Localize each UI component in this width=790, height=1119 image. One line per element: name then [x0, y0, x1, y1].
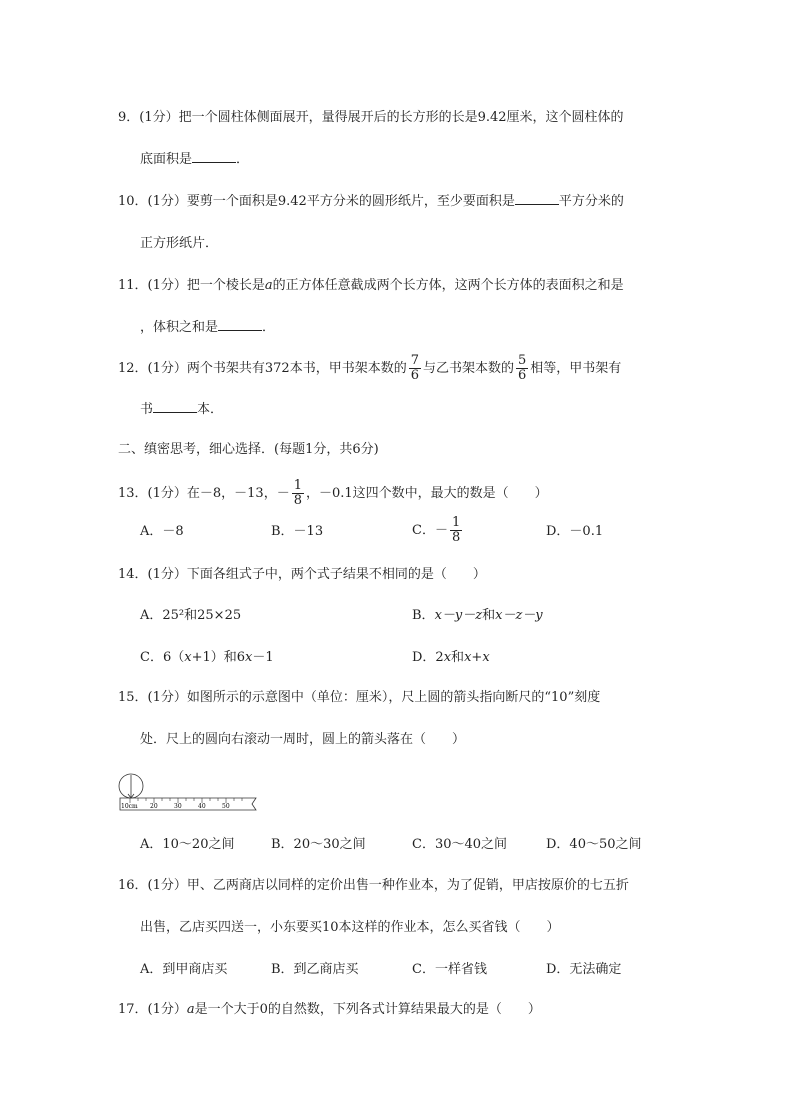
q16-text: 16．(1分）甲、乙两商店以同样的定价出售一种作业本，为了促销，甲店按原价的七五折 [118, 878, 629, 893]
option-text: C．6（ [140, 650, 185, 665]
q17-text: 17．(1分） [118, 1002, 187, 1017]
q15-line1 [118, 688, 600, 708]
q10-line2 [140, 234, 218, 254]
numerator: 7 [410, 353, 419, 368]
option-text: A．10～20之间 [140, 837, 235, 852]
ruler-label: 50 [222, 803, 230, 810]
ruler-label: 20 [150, 803, 158, 810]
q11-line1 [118, 276, 624, 296]
denominator: 8 [451, 530, 461, 545]
option-text: D．－0.1 [546, 524, 604, 539]
option-d[interactable] [412, 648, 490, 668]
q17-stem [118, 1000, 541, 1020]
option-text: B． [412, 608, 435, 623]
option-text: 和 [482, 608, 496, 623]
q11-line2 [140, 318, 275, 338]
option-text: C．30～40之间 [412, 837, 508, 852]
option-b[interactable] [271, 522, 323, 542]
q9-line1 [118, 108, 624, 128]
q12-line1 [118, 354, 621, 383]
option-text: A．到甲商店买 [140, 962, 228, 977]
ruler-label: 40 [198, 803, 206, 810]
q13-text-2: ，－0.1这四个数中，最大的数是（ ） [305, 486, 548, 501]
option-a[interactable] [140, 522, 184, 542]
answer-blank[interactable] [218, 318, 262, 331]
variable-x: x [464, 650, 472, 665]
q13-stem [118, 479, 548, 508]
option-text: －1 [252, 650, 274, 665]
denominator: 6 [518, 368, 527, 383]
variable-a: a [186, 1002, 195, 1017]
q16-line2 [140, 918, 560, 938]
answer-blank[interactable] [192, 150, 236, 163]
q9-text: 9．(1分）把一个圆柱体侧面展开，量得展开后的长方形的长是9.42厘米，这个圆柱体的 [118, 110, 624, 125]
option-text: B．20～30之间 [271, 837, 366, 852]
q10-text-3: 正方形纸片． [140, 236, 219, 251]
q9-line2 [140, 150, 249, 170]
q11-text-3: ，体积之和是 [140, 320, 219, 335]
variable-x: x [245, 650, 253, 665]
q12-text-5: 本． [197, 402, 224, 417]
option-c[interactable] [140, 648, 274, 668]
circle-with-arrow [119, 774, 143, 798]
option-c[interactable] [412, 516, 464, 545]
option-b[interactable] [412, 606, 543, 626]
q11-text-2: 的正方体任意截成两个长方体，这两个长方体的表面积之和是 [272, 278, 624, 293]
answer-blank[interactable] [153, 400, 197, 413]
option-c[interactable] [412, 835, 507, 855]
option-text: B．到乙商店买 [271, 962, 359, 977]
fraction [409, 354, 421, 383]
fraction [292, 479, 304, 508]
option-text: D．无法确定 [546, 962, 622, 977]
numerator: 5 [518, 353, 527, 368]
numerator: 1 [451, 515, 461, 530]
q12-line2 [140, 400, 223, 420]
ruler-body [120, 798, 256, 810]
variable-x: x [482, 650, 490, 665]
fraction [450, 516, 462, 545]
q13-text: 13．(1分）在－8，－13，－ [118, 486, 290, 501]
q9-text-3: ． [236, 152, 250, 167]
option-text: D．2 [412, 650, 444, 665]
answer-blank[interactable] [515, 192, 559, 205]
ruler-label: 30 [174, 803, 182, 810]
numerator: 1 [293, 478, 302, 493]
q16-text-2: 出售，乙店买四送一，小东要买10本这样的作业本，怎么买省钱（ ） [140, 920, 560, 935]
option-text: D．40～50之间 [546, 837, 642, 852]
option-text: + [471, 650, 483, 665]
q10-text-2: 平方分米的 [558, 194, 624, 209]
option-d[interactable] [546, 835, 642, 855]
option-a[interactable] [140, 606, 241, 626]
option-text: B．－13 [271, 524, 324, 539]
fraction [516, 354, 528, 383]
option-text: 和 [451, 650, 465, 665]
denominator: 6 [410, 368, 419, 383]
option-a[interactable] [140, 960, 227, 980]
q17-text-2: 是一个大于0的自然数，下列各式计算结果最大的是（ ） [194, 1002, 541, 1017]
option-text: C．一样省钱 [412, 962, 487, 977]
q14-stem [118, 565, 486, 585]
q10-text: 10．(1分）要剪一个面积是9.42平方分米的圆形纸片，至少要面积是 [118, 194, 515, 209]
variable-x: x [184, 650, 192, 665]
ruler-figure [118, 770, 258, 815]
q16-line1 [118, 876, 629, 896]
q11-text: 11．(1分）把一个棱长是 [118, 278, 265, 293]
option-text: C．－ [412, 523, 448, 538]
q11-text-4: ． [262, 320, 276, 335]
denominator: 8 [293, 493, 302, 508]
variable-a: a [264, 278, 273, 293]
option-d[interactable] [546, 960, 621, 980]
section-heading [118, 440, 379, 460]
q10-line1 [118, 192, 624, 212]
option-text: A．25²和25×25 [140, 608, 242, 623]
section-title: 二、缜密思考，细心选择．(每题1分，共6分) [118, 442, 379, 457]
expression: x－y－z [434, 608, 483, 623]
option-text: A．－8 [140, 524, 184, 539]
q12-text: 12．(1分）两个书架共有372本书，甲书架本数的 [118, 361, 407, 376]
q12-text-2: 与乙书架本数的 [422, 361, 514, 376]
option-b[interactable] [271, 960, 359, 980]
option-d[interactable] [546, 522, 603, 542]
expression: x－z－y [495, 608, 543, 623]
ruler-label: 10cm [121, 803, 138, 810]
q12-text-4: 书 [140, 402, 154, 417]
q15-text: 15．(1分）如图所示的示意图中（单位：厘米），尺上圆的箭头指向断尺的“10”刻度 [118, 690, 601, 705]
q12-text-3: 相等，甲书架有 [530, 361, 622, 376]
option-a[interactable] [140, 835, 234, 855]
q15-text-2: 处．尺上的圆向右滚动一周时，圆上的箭头落在（ ） [140, 732, 466, 747]
option-b[interactable] [271, 835, 366, 855]
q15-line2 [140, 730, 465, 750]
variable-x: x [443, 650, 452, 665]
option-c[interactable] [412, 960, 487, 980]
q9-text-2: 底面积是 [140, 152, 193, 167]
option-text: +1）和6 [191, 650, 245, 665]
q14-text: 14．(1分）下面各组式子中，两个式子结果不相同的是（ ） [118, 567, 486, 582]
